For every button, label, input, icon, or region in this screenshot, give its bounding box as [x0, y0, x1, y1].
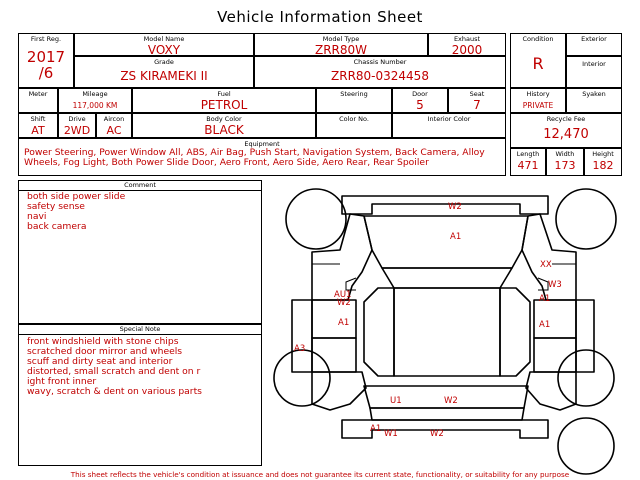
special-line: scuff and dirty seat and interior [27, 356, 173, 367]
aircon-label: Aircon [103, 115, 125, 123]
windshield-shape [382, 268, 512, 288]
special-line: distorted, small scratch and dent on r [27, 366, 201, 377]
damage-mark-a1-hood: A1 [450, 232, 462, 242]
shift-label: Shift [30, 115, 46, 123]
aircon-value: AC [106, 124, 122, 137]
chassis-label: Chassis Number [353, 58, 407, 66]
door-value: 5 [416, 98, 424, 112]
front-right-wheel [556, 189, 616, 249]
model-name-label: Model Name [143, 35, 185, 43]
mileage-label: Mileage [82, 90, 108, 98]
special-line: wavy, scratch & dent on various parts [27, 386, 202, 397]
condition-label: Condition [522, 35, 554, 43]
rear-window-shape [370, 408, 524, 420]
damage-mark-a3: A3 [294, 344, 306, 354]
damage-mark-xx: XX [540, 260, 552, 270]
fuel-label: Fuel [217, 90, 231, 98]
shift-value: AT [31, 124, 45, 137]
history-value: PRIVATE [522, 101, 554, 110]
special-line: scratched door mirror and wheels [27, 346, 183, 357]
disclaimer-footer: This sheet reflects the vehicle's condition at issuance and does not guarantee its current state, functionality, or suitability for any purpose [70, 470, 570, 479]
recycle-fee-value: 12,470 [543, 127, 589, 142]
damage-mark-au1: AU1 [334, 290, 352, 300]
special-line: ight front inner [27, 376, 97, 387]
exhaust-value: 2000 [451, 43, 483, 57]
height-label: Height [592, 150, 614, 158]
sheet-title: Vehicle Information Sheet [217, 8, 423, 26]
comment-line: both side power slide [27, 191, 126, 202]
damage-mark-a1-left-door: A1 [338, 318, 350, 328]
length-value: 471 [517, 159, 539, 172]
comment-line: safety sense [27, 201, 85, 212]
left-sill-shape [292, 300, 312, 372]
condition-value: R [532, 54, 544, 73]
right-front-door-shape [534, 300, 576, 338]
left-quarter-shape [312, 372, 366, 410]
syaken-label: Syaken [582, 90, 606, 98]
first-reg-year: 2017 [26, 48, 66, 66]
left-body-side [364, 288, 394, 376]
special-line: front windshield with stone chips [27, 336, 179, 347]
chassis-value: ZRR80-0324458 [331, 69, 429, 83]
equipment-text: Power Steering, Power Window All, ABS, Air Bag, Push Start, Navigation System, Back Camera, Alloy Wheels, Fog Light, Both Power Slide Door, Aero Front, Aero Side, Aero Rear, Rear Spoiler [24, 147, 485, 168]
steering-label: Steering [340, 90, 368, 98]
body-color-value: BLACK [204, 123, 244, 137]
damage-mark-w2-left: W2 [337, 298, 351, 308]
interior-label: Interior [582, 60, 606, 68]
model-type-label: Model Type [322, 35, 360, 43]
front-bumper-shape [342, 196, 548, 214]
spare-wheel [558, 418, 614, 474]
body-color-label: Body Color [206, 115, 242, 123]
first-reg-label: First Reg. [30, 35, 62, 43]
hood-shape [364, 216, 528, 268]
damage-mark-w3: W3 [548, 280, 562, 290]
exhaust-label: Exhaust [453, 35, 481, 43]
drive-value: 2WD [63, 124, 91, 137]
roof-shape [394, 288, 500, 376]
equipment-label: Equipment [244, 140, 280, 148]
right-sill-shape [576, 300, 594, 372]
rear-right-wheel [558, 350, 614, 406]
damage-mark-w2-rear-gate: W2 [444, 396, 458, 406]
first-reg-month: /6 [38, 64, 54, 82]
height-value: 182 [592, 159, 614, 172]
left-front-fender-shape [312, 214, 372, 300]
seat-label: Seat [469, 90, 485, 98]
exterior-label: Exterior [581, 35, 607, 43]
history-label: History [526, 90, 550, 98]
width-label: Width [555, 150, 575, 158]
drive-label: Drive [68, 115, 86, 123]
damage-mark-u1: U1 [390, 396, 402, 406]
meter-label: Meter [28, 90, 48, 98]
comment-line: navi [27, 211, 47, 222]
mileage-value: 117,000 KM [72, 101, 118, 110]
right-body-side [500, 288, 530, 376]
recycle-fee-label: Recycle Fee [546, 115, 586, 123]
grade-label: Grade [154, 58, 174, 66]
model-name-value: VOXY [147, 43, 181, 57]
damage-mark-w2-rear-bumper: W2 [430, 429, 444, 439]
color-no-label: Color No. [339, 115, 369, 123]
comment-line: back camera [27, 221, 87, 232]
rear-left-wheel [274, 350, 330, 406]
right-quarter-shape [526, 372, 576, 410]
special-note-label: Special Note [19, 325, 261, 335]
length-label: Length [516, 150, 540, 158]
damage-mark-a1-rear: A1 [370, 424, 382, 434]
seat-value: 7 [473, 98, 481, 112]
comment-label: Comment [19, 181, 261, 191]
front-left-wheel [286, 189, 346, 249]
damage-mark-w2-front: W2 [448, 202, 462, 212]
damage-mark-a1-right-front: A1 [539, 294, 551, 304]
width-value: 173 [554, 159, 576, 172]
model-type-value: ZRR80W [314, 43, 368, 57]
damage-mark-a1-right-door: A1 [539, 320, 551, 330]
interior-color-label: Interior Color [427, 115, 471, 123]
fuel-value: PETROL [200, 98, 248, 112]
door-label: Door [412, 90, 428, 98]
grade-value: ZS KIRAMEKI II [120, 69, 208, 83]
damage-mark-w1: W1 [384, 429, 398, 439]
